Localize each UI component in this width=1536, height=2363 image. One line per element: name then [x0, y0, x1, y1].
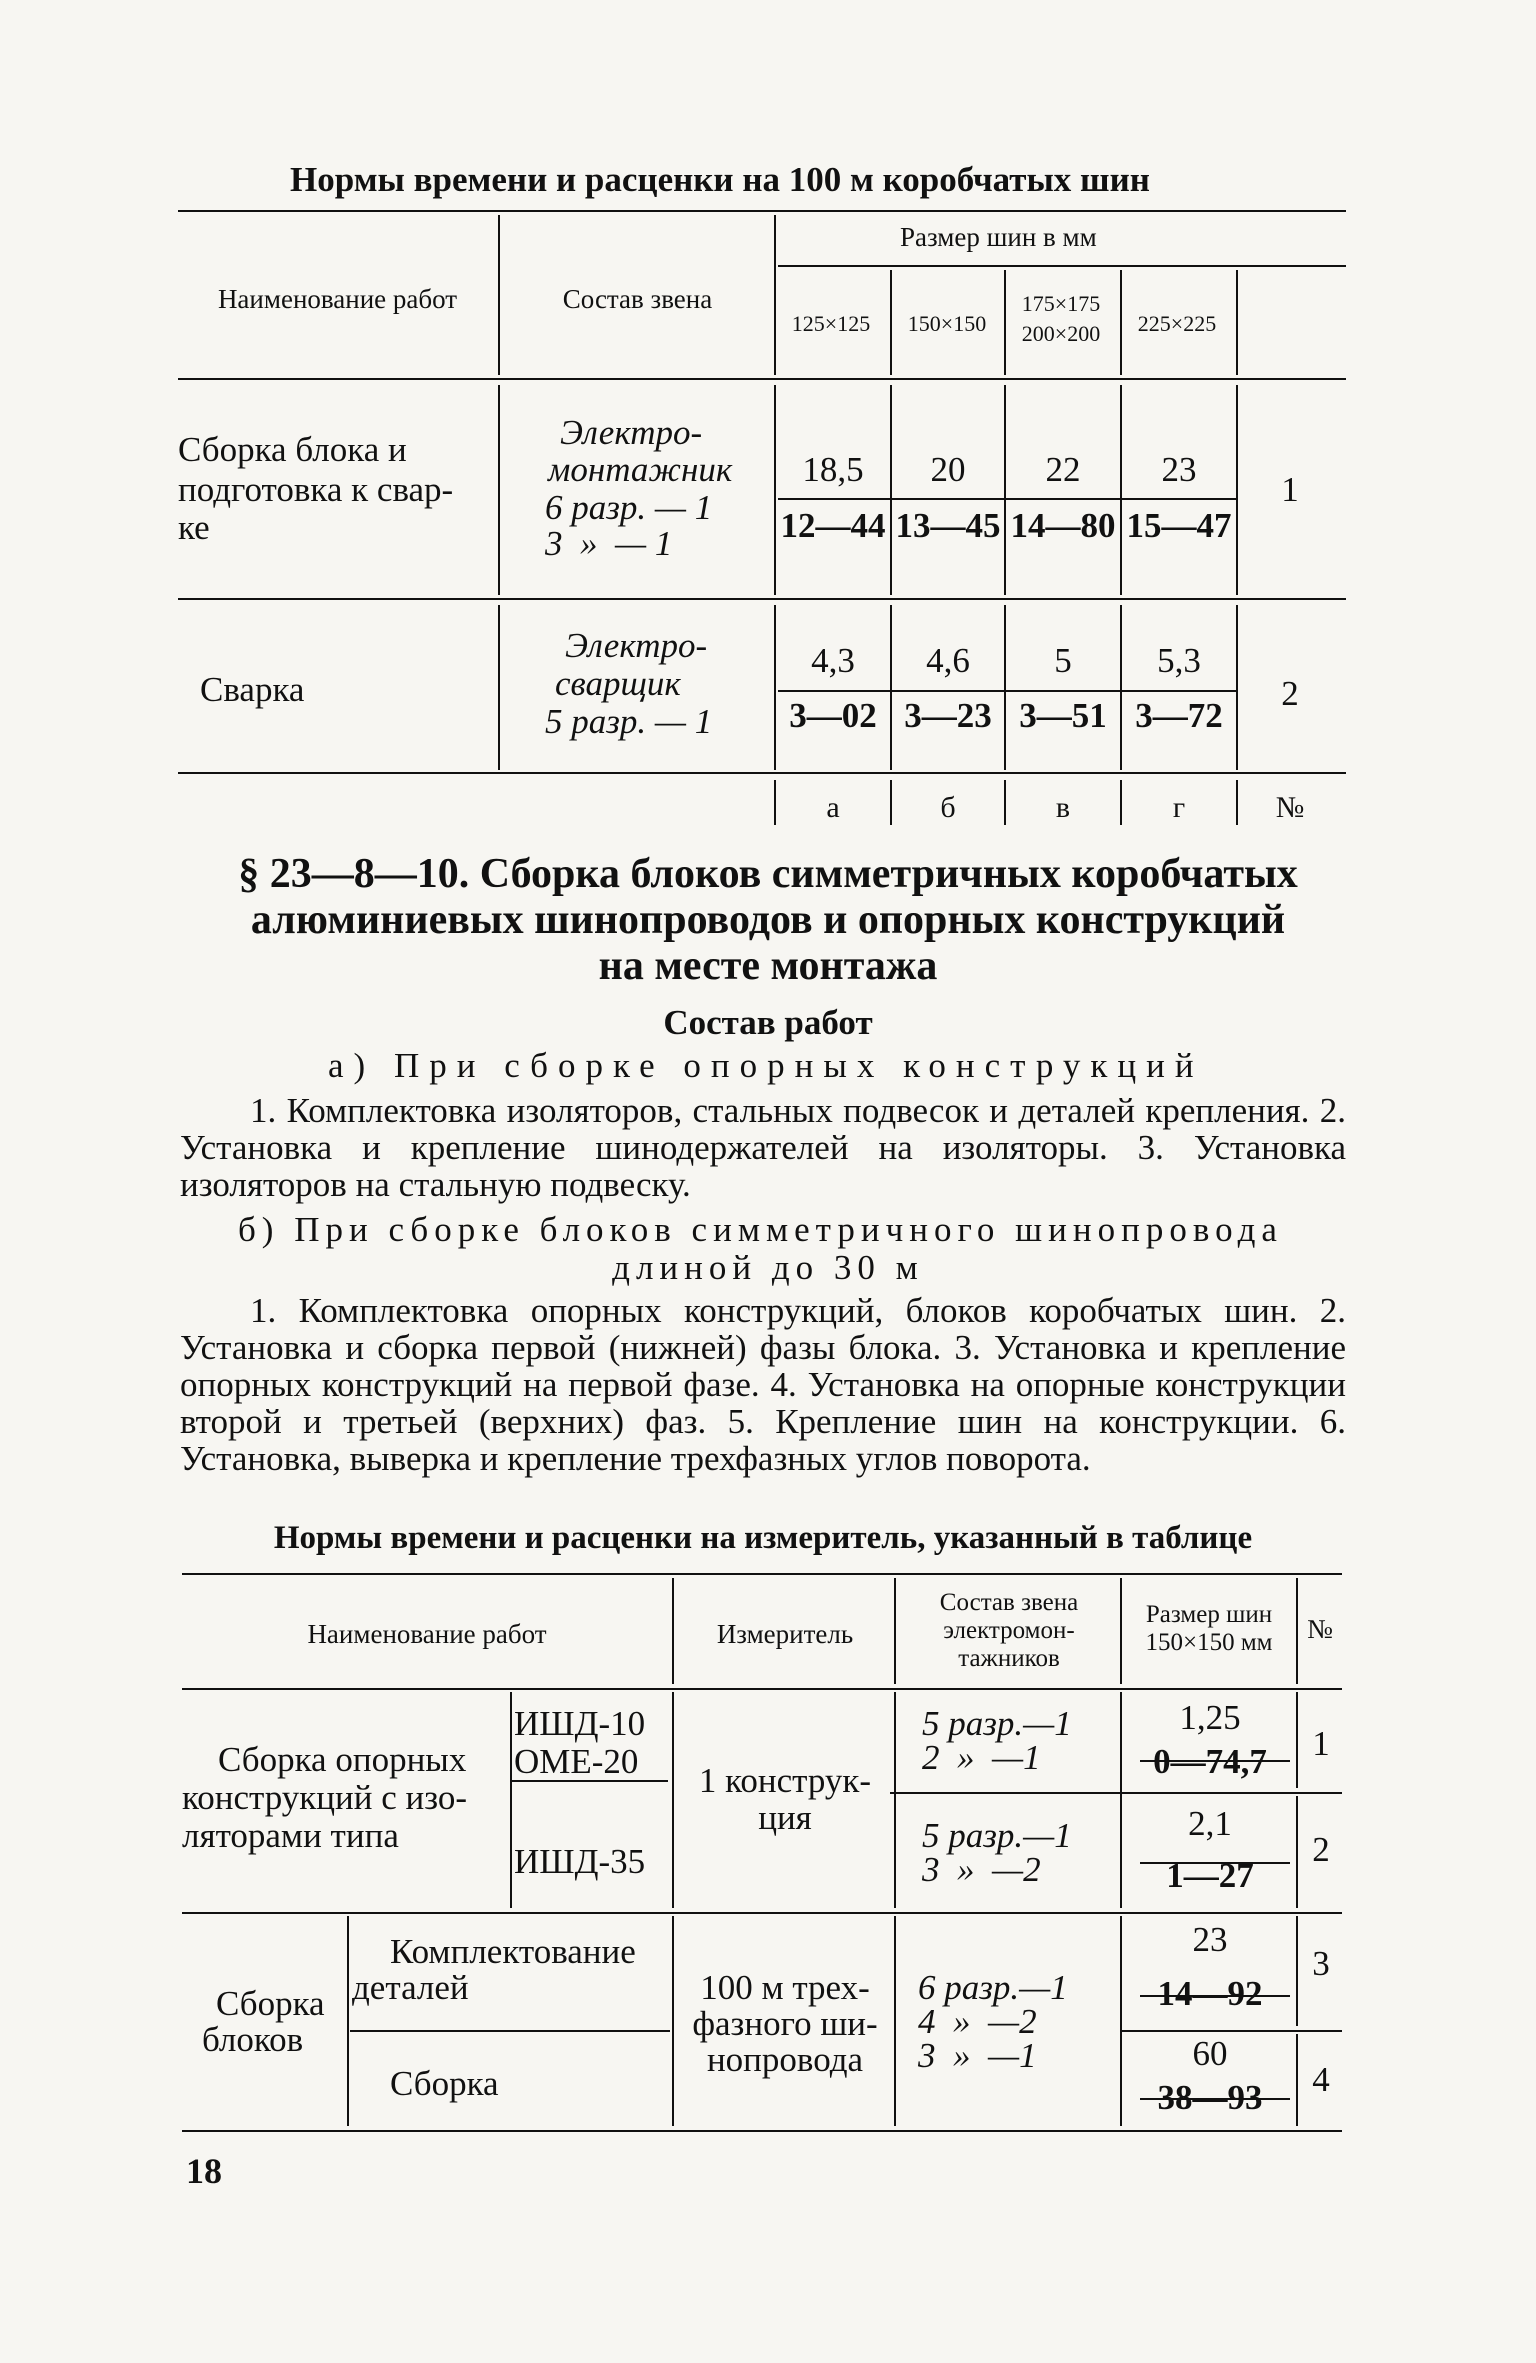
t1-r2-price-b: 3—23 — [904, 696, 992, 735]
t1-r2-work: Сварка — [200, 670, 305, 709]
table1-title: Нормы времени и расценки на 100 м коробчатых шин — [290, 160, 1150, 199]
t2-g1-r2-norm: 2,1 — [1188, 1804, 1232, 1843]
t2-g1-unit-line2: ция — [758, 1798, 812, 1837]
t2-g1-work-line2: конструкций с изо- — [182, 1778, 467, 1817]
t1-r2-crew-line2: сварщик — [555, 664, 681, 703]
t1-r1-work-line2: подготовка к свар- — [178, 470, 454, 509]
t1-r2-price-d: 3—72 — [1135, 696, 1223, 735]
t2-header-size-line1: Размер шин — [1145, 1601, 1273, 1628]
t1-r2-norm-c: 5 — [1054, 641, 1072, 680]
t2-header-work: Наименование работ — [307, 1619, 547, 1649]
t1-col-b: б — [940, 791, 956, 824]
t1-r2-norm-d: 5,3 — [1157, 641, 1201, 680]
t1-r1-work-line1: Сборка блока и — [178, 430, 407, 469]
t2-g2-work-line2: блоков — [202, 2020, 304, 2059]
t2-g1-r1-crew-line2: 2 » —1 — [922, 1738, 1041, 1777]
t2-g2-unit-line1: 100 м трех- — [700, 1968, 870, 2007]
t1-r1-crew-line3: 6 разр. — 1 — [545, 488, 713, 527]
section-heading-line2: алюминиевых шинопроводов и опорных конструкций — [250, 897, 1286, 943]
part-b-title-line1: б) При сборке блоков симметричного шинопровода — [238, 1210, 1283, 1249]
t1-r1-price-d: 15—47 — [1126, 506, 1232, 545]
t2-g1-r1-price: 0—74,7 — [1153, 1742, 1267, 1781]
t2-g1-work-line3: ляторами типа — [182, 1816, 399, 1855]
t1-r1-norm-a: 18,5 — [802, 450, 864, 489]
t2-g1-r2-crew-line1: 5 разр.—1 — [922, 1816, 1072, 1855]
t2-g2-r2-num: 4 — [1312, 2060, 1330, 2099]
t2-g2-work-line1: Сборка — [216, 1984, 325, 2023]
t2-g1-type-3: ИШД-35 — [514, 1842, 646, 1881]
t2-g1-unit-line1: 1 конструк- — [698, 1761, 872, 1800]
t1-r1-crew-line4: 3 » — 1 — [545, 524, 673, 563]
t1-r2-crew-line1: Электро- — [565, 626, 708, 665]
t1-r2-norm-a: 4,3 — [811, 641, 855, 680]
t1-r1-crew-line1: Электро- — [560, 413, 703, 452]
t2-g1-r1-norm: 1,25 — [1179, 1698, 1241, 1737]
t2-g2-crew-line1: 6 разр.—1 — [918, 1968, 1068, 2007]
t1-r1-price-c: 14—80 — [1010, 506, 1116, 545]
t1-r1-price-b: 13—45 — [895, 506, 1001, 545]
t2-g1-r1-crew-line1: 5 разр.—1 — [922, 1704, 1072, 1743]
t1-size-125: 125×125 — [791, 311, 871, 336]
t1-col-d: г — [1172, 791, 1186, 824]
t2-g1-work-line1: Сборка опорных — [218, 1740, 467, 1779]
t2-g2-r1-norm: 23 — [1192, 1920, 1228, 1959]
t1-r1-norm-c: 22 — [1045, 450, 1081, 489]
t2-g2-crew-line2: 4 » —2 — [918, 2002, 1037, 2041]
t2-g2-r1-price: 14—92 — [1157, 1974, 1263, 2013]
t2-g2-r1-num: 3 — [1312, 1944, 1330, 1983]
t1-size-175: 175×175 — [1021, 291, 1101, 316]
t1-r1-crew-line2: монтажник — [548, 450, 733, 489]
t1-header-crew: Состав звена — [562, 284, 713, 314]
t2-header-unit: Измеритель — [716, 1619, 854, 1649]
t1-col-a: а — [826, 791, 840, 824]
part-a-title: а) При сборке опорных конструкций — [328, 1046, 1204, 1085]
t1-r2-price-a: 3—02 — [789, 696, 877, 735]
t1-r1-work-line3: ке — [178, 508, 210, 547]
table2-title: Нормы времени и расценки на измеритель, указанный в таблице — [273, 1520, 1253, 1556]
part-b-text: 1. Комплектовка опорных конструкций, блоков коробчатых шин. 2. Установка и сборка первой (нижней) фазы блока. 3. Установка и крепление опорных конструкций на первой фазе. 4. Установка на опорные конструкции второй и третьей (верхних) фаз. 5. Крепление шин на конструкции. 6. Установка, выверка и крепление трехфазных углов поворота. — [180, 1291, 1346, 1478]
t2-header-num: № — [1307, 1614, 1333, 1644]
section-heading-line3: на месте монтажа — [598, 943, 938, 989]
t2-g1-r2-price: 1—27 — [1166, 1856, 1254, 1895]
section-subheading: Состав работ — [663, 1003, 873, 1042]
t2-g1-r2-crew-line2: 3 » —2 — [922, 1850, 1041, 1889]
t2-g1-r1-num: 1 — [1312, 1724, 1330, 1763]
t2-g2-r2-price: 38—93 — [1157, 2078, 1263, 2117]
t1-size-225: 225×225 — [1137, 311, 1217, 336]
t1-r2-price-c: 3—51 — [1019, 696, 1107, 735]
t2-header-crew-line1: Состав звена — [939, 1589, 1079, 1616]
t2-g1-type-2: ОМЕ-20 — [514, 1742, 639, 1781]
t2-g2-sub-1-line1: Комплектование — [390, 1932, 636, 1971]
t2-g2-r2-norm: 60 — [1192, 2034, 1228, 2073]
t1-col-c: в — [1055, 791, 1071, 824]
section-heading-line1: § 23—8—10. Сборка блоков симметричных коробчатых — [238, 851, 1298, 897]
t1-r1-price-a: 12—44 — [780, 506, 886, 545]
t1-r2-num: 2 — [1281, 674, 1299, 713]
t1-r2-norm-b: 4,6 — [926, 641, 970, 680]
t2-g1-type-1: ИШД-10 — [514, 1704, 646, 1743]
part-b-title-line2: длиной до 30 м — [612, 1248, 924, 1287]
t2-header-crew-line2: электромон- — [943, 1617, 1075, 1644]
t1-header-size: Размер шин в мм — [900, 222, 1097, 252]
t1-size-150: 150×150 — [907, 311, 987, 336]
t1-r1-norm-b: 20 — [930, 450, 966, 489]
t1-r1-num: 1 — [1281, 470, 1299, 509]
t2-g1-r2-num: 2 — [1312, 1830, 1330, 1869]
t1-r1-norm-d: 23 — [1161, 450, 1197, 489]
t2-header-crew-line3: тажников — [958, 1645, 1060, 1672]
t1-col-num: № — [1275, 791, 1305, 824]
t2-g2-crew-line3: 3 » —1 — [918, 2036, 1037, 2075]
t2-g2-sub-1-line2: деталей — [352, 1968, 469, 2007]
t1-size-200: 200×200 — [1021, 321, 1101, 346]
t1-header-work: Наименование работ — [217, 284, 458, 314]
t1-r2-crew-line3: 5 разр. — 1 — [545, 702, 713, 741]
part-a-text: 1. Комплектовка изоляторов, стальных подвесок и деталей крепления. 2. Установка и крепление шинодержателей на изоляторы. 3. Установка изоляторов на стальную подвеску. — [180, 1091, 1346, 1204]
t2-g2-sub-2: Сборка — [390, 2064, 499, 2103]
t2-g2-unit-line3: нопровода — [706, 2040, 864, 2079]
page-number: 18 — [186, 2151, 222, 2191]
t2-header-size-line2: 150×150 мм — [1145, 1629, 1273, 1656]
t2-g2-unit-line2: фазного ши- — [692, 2004, 878, 2043]
